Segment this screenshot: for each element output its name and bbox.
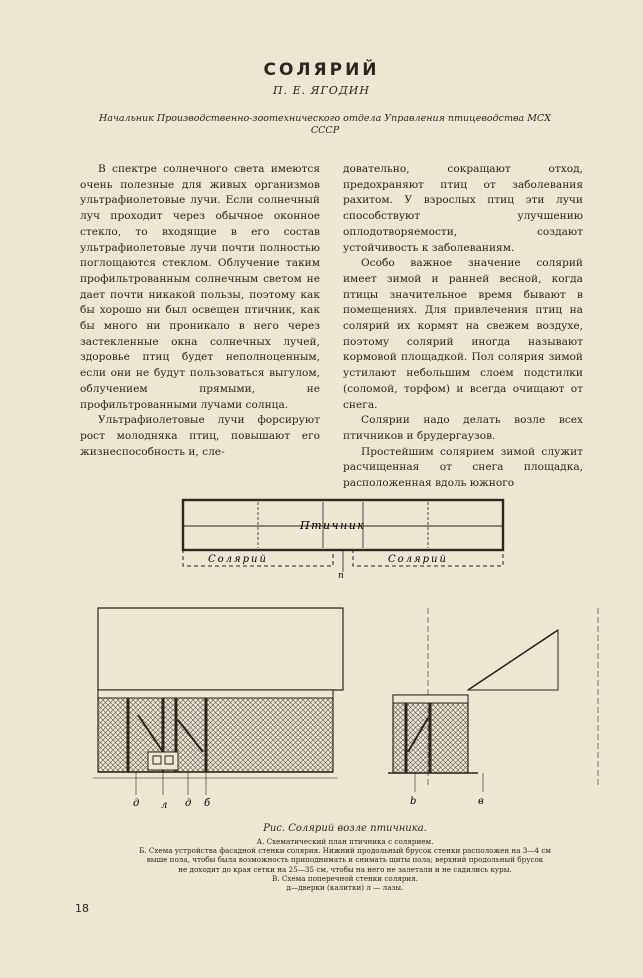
paragraph: Солярии надо делать возле всех птичников и брудергаузов. xyxy=(343,414,583,442)
plan-building-label: Птичник xyxy=(300,519,366,532)
caption-line: Б. Схема устройства фасадной стенки солярия. Нижний продольный брусок стенки расположен на 3—4 см xyxy=(138,846,551,856)
caption-title: Рис. Солярий возле птичника. xyxy=(263,823,427,834)
plan-solarium-left-label: Солярий xyxy=(208,554,268,565)
text-column-left xyxy=(80,162,320,460)
paragraph: Простейшим солярием зимой служит расчищенная от снега площадка, расположенная вдоль южного xyxy=(343,445,583,490)
paragraph: довательно, сокращают отход, предохраняют птиц от заболевания рахитом. У взрослых птиц эти лучи способствуют улучшению оплодотворяемости, создают устойчивость к заболеваниям. xyxy=(343,163,583,254)
facade-roof xyxy=(98,608,343,690)
plan-view xyxy=(183,500,503,581)
article-author: П. Е. ЯГОДИН xyxy=(273,84,370,97)
caption-line: А. Схематический план птичника с солярием. xyxy=(256,837,434,846)
caption-line: В. Схема поперечной стенки солярия. xyxy=(271,873,419,883)
caption-line: выше пола, чтобы была возможность приподнимать и снимать щиты пола; верхний продольный брусок xyxy=(146,855,544,865)
section-label-2: в xyxy=(478,796,484,807)
article-title: СОЛЯРИЙ xyxy=(263,60,380,80)
text-column-right xyxy=(343,162,583,492)
facade-label-4: б xyxy=(204,798,211,809)
author-affiliation: Начальник Производственно-зоотехнического отдела Управления птицеводства МСХ СССР xyxy=(99,113,551,136)
plan-solarium-right-label: Солярий xyxy=(388,554,448,565)
caption-line: д—дверки (калитки) л — лазы. xyxy=(286,883,404,893)
paragraph: В спектре солнечного света имеются очень полезные для живых организмов ультрафиолетовые лучи. Если солнечный луч проходит через обычное оконное стекло, то входящие в его состав ультрафиолетовые лучи почти полностью поглощаются стеклом. Облучение таким профильтрованным солнечным светом не дает почти никакой пользы, поэтому как бы хорошо ни был освещен птичник, как бы много ни проникало в него через застекленные окна солнечных лучей, здоровье птиц будет неполноценным, если они не будут пользоваться выгулом, облучением прямыми, не профильтрованными лучами солнца. xyxy=(80,163,320,411)
solarium-figure xyxy=(88,490,608,820)
page-number: 18 xyxy=(75,902,89,915)
facade-label-3: д xyxy=(185,798,192,809)
paragraph: Ультрафиолетовые лучи форсируют рост молодняка птиц, повышают его жизнеспособность и, сле- xyxy=(80,414,320,458)
section-label-1: b xyxy=(410,796,417,807)
section-view xyxy=(388,608,598,807)
paragraph: Особо важное значение солярий имеет зимой и ранней весной, когда птицы значительное время бывают в помещениях. Для привлечения птиц на солярий их кормят на свежем воздухе, поэтому солярий иногда называют кормовой площадкой. Пол солярия зимой устилают небольшим слоем подстилки (соломой, торфом) и всегда очищают от снега. xyxy=(343,257,583,411)
facade-label-1: д xyxy=(133,798,140,809)
figure-caption xyxy=(95,822,595,892)
facade-mesh-wall xyxy=(98,690,333,772)
facade-view xyxy=(93,608,343,811)
plan-marker-label: п xyxy=(338,571,344,581)
facade-label-2: л xyxy=(161,800,168,811)
caption-line: не доходит до края сетки на 25—35 см, чтобы на него не залетали и не садились куры. xyxy=(178,864,512,874)
